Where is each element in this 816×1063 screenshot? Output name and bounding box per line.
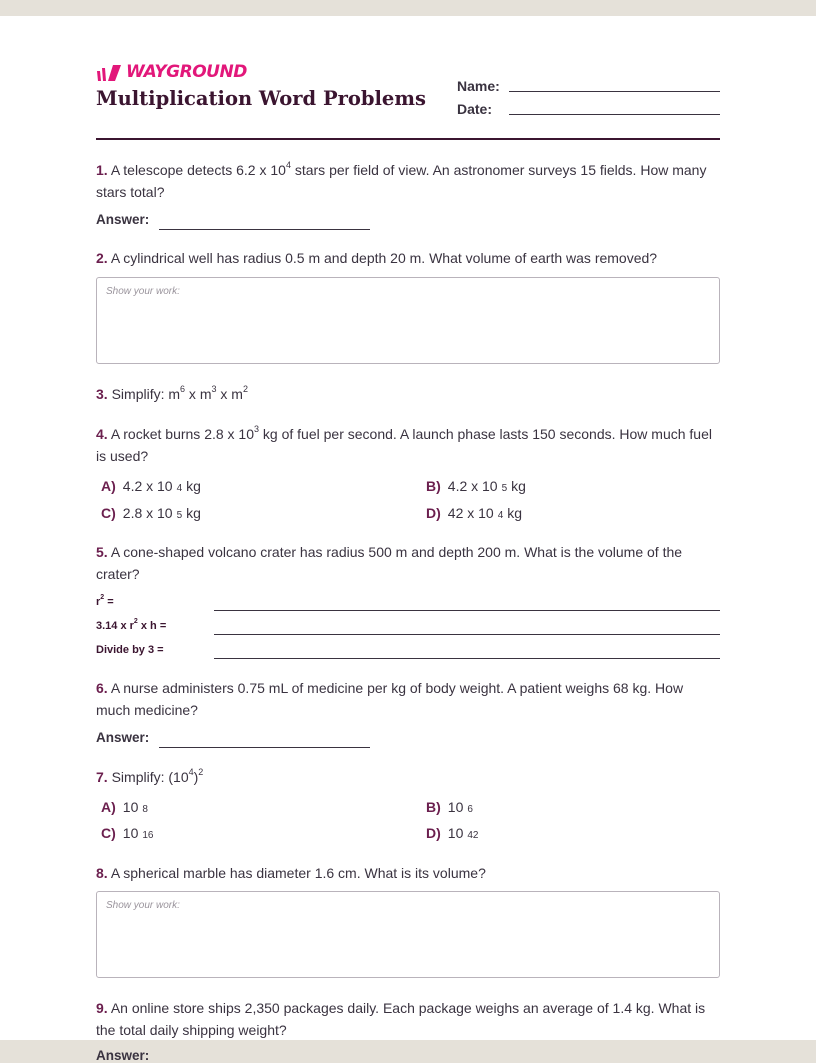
exponent: 2 — [100, 594, 105, 602]
question-text: Simplify: m — [111, 386, 181, 402]
question-text: A cone-shaped volcano crater has radius 500 m and depth 200 m. What is the volume of the crater? — [96, 544, 683, 582]
choice-letter: C) — [101, 825, 116, 841]
work-box-8[interactable] — [96, 891, 720, 978]
choice-a[interactable] — [101, 478, 201, 494]
question-7 — [96, 766, 720, 788]
choice-text: 10 — [447, 825, 464, 841]
choice-letter: B) — [426, 478, 441, 494]
question-text: x m — [185, 386, 212, 402]
work-placeholder: Show your work: — [106, 286, 180, 297]
question-text: A spherical marble has diameter 1.6 cm. What is its volume? — [110, 865, 486, 881]
exponent: 2 — [242, 384, 248, 395]
question-number: 4. — [96, 426, 108, 442]
question-text: A rocket burns 2.8 x 10 — [110, 426, 255, 442]
unit: kg — [186, 505, 201, 521]
choice-text: 2.8 x 10 — [122, 505, 173, 521]
question-text: x m — [216, 386, 243, 402]
choice-c[interactable] — [101, 505, 201, 521]
question-number: 2. — [96, 250, 108, 266]
choice-text: 10 — [122, 799, 139, 815]
exponent: 4 — [176, 483, 183, 494]
step-field-3[interactable] — [214, 658, 720, 659]
question-9 — [96, 997, 720, 1041]
question-text: Simplify: (10 — [111, 769, 189, 785]
date-label: Date: — [457, 101, 493, 117]
answer-field-1[interactable] — [159, 229, 370, 230]
question-6 — [96, 677, 720, 721]
choice-text: 4.2 x 10 — [122, 478, 173, 494]
choice-letter: B) — [426, 799, 441, 815]
exponent: 3 — [211, 384, 217, 395]
choice-text: 10 — [122, 825, 139, 841]
exponent: 3 — [254, 424, 260, 435]
choice-text: 10 — [447, 799, 464, 815]
question-number: 6. — [96, 680, 108, 696]
question-number: 1. — [96, 162, 108, 178]
name-field[interactable] — [509, 91, 720, 92]
choice-letter: D) — [426, 825, 441, 841]
choice-d[interactable] — [426, 825, 482, 841]
unit: kg — [511, 478, 526, 494]
wayground-logo-icon — [96, 63, 122, 81]
exponent: 2 — [133, 618, 138, 626]
question-8 — [96, 862, 720, 884]
exponent: 2 — [198, 767, 204, 778]
exponent: 5 — [501, 483, 508, 494]
choice-b[interactable] — [426, 478, 526, 494]
answer-field-6[interactable] — [159, 747, 370, 748]
step-field-1[interactable] — [214, 610, 720, 611]
question-1 — [96, 159, 720, 203]
choice-letter: D) — [426, 505, 441, 521]
step-text: r — [96, 596, 101, 608]
question-text: kg of fuel per second. A launch phase lasts 150 seconds. How much fuel is used? — [96, 426, 712, 464]
step-label-3 — [96, 644, 164, 656]
question-3 — [96, 383, 720, 405]
step-text: = — [104, 596, 114, 608]
brand — [96, 62, 247, 82]
question-text: A cylindrical well has radius 0.5 m and depth 20 m. What volume of earth was removed? — [110, 250, 658, 266]
step-text: Divide by 3 = — [96, 644, 164, 656]
answer-label: Answer: — [96, 730, 150, 745]
question-text: stars per field of view. An astronomer surveys 15 fields. How many stars total? — [96, 162, 707, 200]
question-2 — [96, 247, 720, 269]
date-field[interactable] — [509, 114, 720, 115]
question-text: A telescope detects 6.2 x 10 — [110, 162, 286, 178]
question-text: ) — [193, 769, 199, 785]
choice-text: 4.2 x 10 — [447, 478, 498, 494]
unit: kg — [507, 505, 523, 521]
exponent: 8 — [142, 804, 148, 815]
page-top-strip — [0, 0, 816, 16]
step-text: x h = — [137, 620, 167, 632]
question-number: 9. — [96, 1000, 108, 1016]
work-box-2[interactable] — [96, 277, 720, 364]
name-label: Name: — [457, 78, 500, 94]
choice-c[interactable] — [101, 825, 157, 841]
question-number: 5. — [96, 544, 108, 560]
answer-label: Answer: — [96, 212, 150, 227]
exponent: 42 — [467, 830, 479, 841]
exponent: 4 — [188, 767, 194, 778]
question-number: 7. — [96, 769, 108, 785]
choice-b[interactable] — [426, 799, 477, 815]
choice-letter: C) — [101, 505, 116, 521]
step-field-2[interactable] — [214, 634, 720, 635]
choice-letter: A) — [101, 799, 116, 815]
choice-a[interactable] — [101, 799, 152, 815]
exponent: 16 — [142, 830, 154, 841]
exponent: 4 — [497, 510, 504, 521]
exponent: 5 — [176, 510, 183, 521]
brand-name: WAYGROUND — [126, 62, 247, 82]
exponent: 4 — [285, 160, 291, 171]
choice-letter: A) — [101, 478, 116, 494]
question-text: A nurse administers 0.75 mL of medicine per kg of body weight. A patient weighs 68 kg. How much medicine? — [96, 680, 684, 718]
choice-text: 42 x 10 — [447, 505, 494, 521]
answer-label: Answer: — [96, 1048, 150, 1063]
step-text: 3.14 x r — [96, 620, 134, 632]
unit: kg — [186, 478, 201, 494]
choice-d[interactable] — [426, 505, 522, 521]
question-number: 3. — [96, 386, 108, 402]
work-placeholder: Show your work: — [106, 900, 180, 911]
question-5 — [96, 541, 720, 585]
step-label-1 — [96, 596, 114, 608]
exponent: 6 — [180, 384, 186, 395]
question-number: 8. — [96, 865, 108, 881]
page-title: Multiplication Word Problems — [96, 87, 426, 110]
exponent: 6 — [467, 804, 473, 815]
question-text: An online store ships 2,350 packages daily. Each package weighs an average of 1.4 kg. What is the total daily shipping weight? — [96, 1000, 706, 1038]
step-label-2 — [96, 620, 166, 632]
header-divider — [96, 138, 720, 140]
question-4 — [96, 423, 720, 467]
